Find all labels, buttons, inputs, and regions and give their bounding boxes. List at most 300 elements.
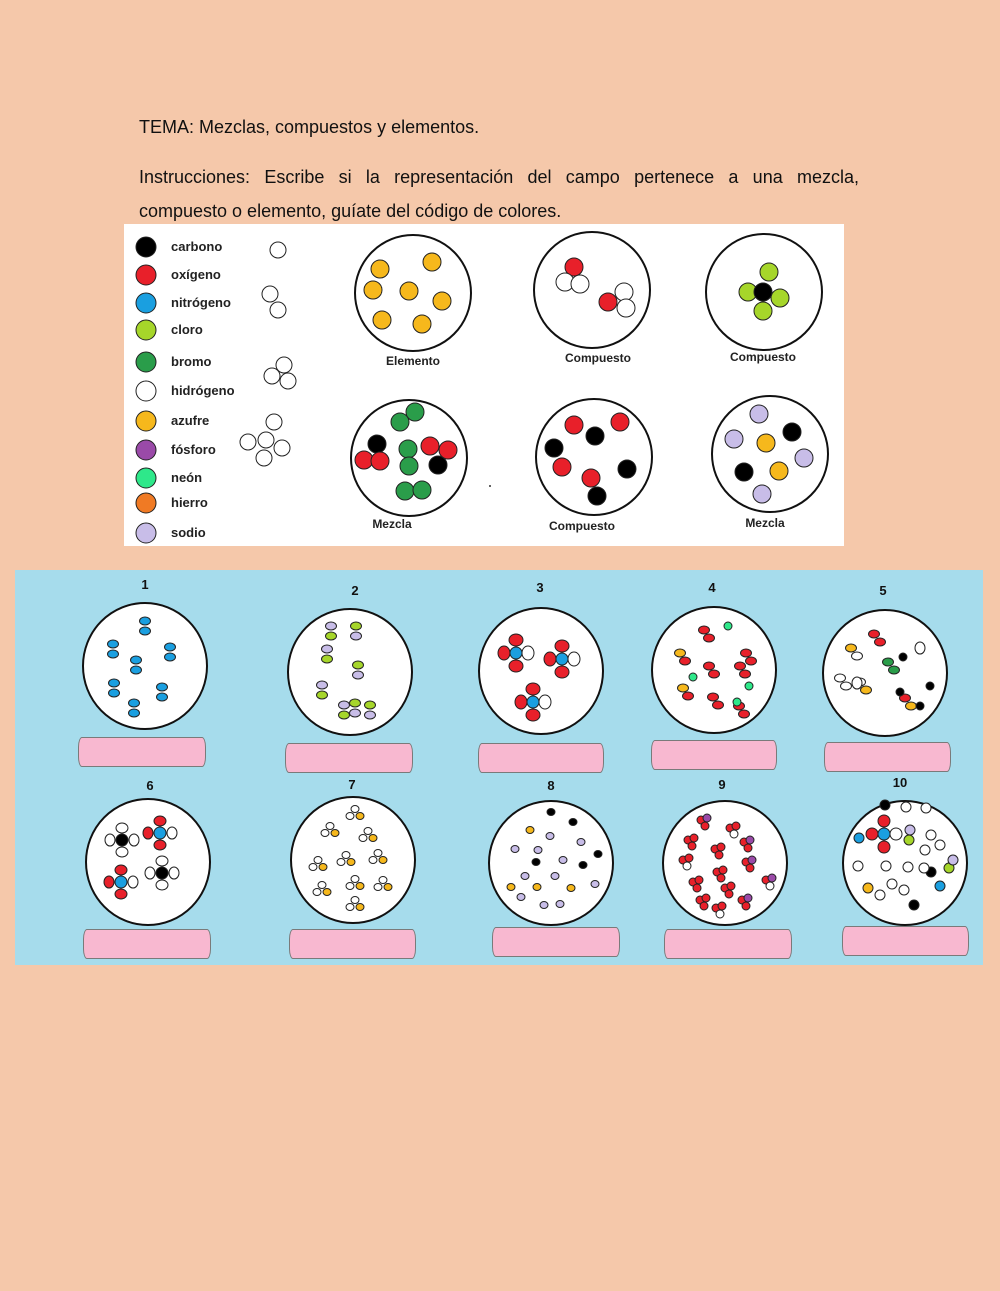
bromo-atom (413, 481, 431, 499)
legend-panel (124, 224, 844, 546)
cloro-atom (322, 655, 333, 663)
carbono-atom (579, 862, 587, 869)
legend-label-hidrogeno: hidrógeno (171, 383, 235, 398)
nitrogeno-atom (510, 647, 522, 659)
hidrogeno-atom (326, 823, 334, 830)
hydrogen-sketch-3-3 (274, 440, 290, 456)
hidrogeno-atom (128, 876, 138, 888)
oxigeno-atom (704, 634, 715, 642)
hidrogeno-atom (926, 830, 936, 840)
hydrogen-sketch-2-1 (264, 368, 280, 384)
exercise-number-7: 7 (348, 777, 356, 792)
azufre-atom (373, 311, 391, 329)
hidrogeno-atom (887, 879, 897, 889)
neon-atom (724, 622, 732, 630)
exercise-number-4: 4 (708, 580, 716, 595)
nitrogeno-atom (157, 683, 168, 691)
carbono-atom (783, 423, 801, 441)
answer-input-2[interactable] (285, 743, 413, 773)
carbono-atom (547, 809, 555, 816)
instructions-text: Instrucciones: Escribe si la representación del campo pertenece a una mezcla, compuesto o elemento, guíate del código de colores. (139, 167, 859, 221)
sodio-atom (591, 881, 599, 888)
azufre-atom (863, 883, 873, 893)
hidrogeno-atom (359, 835, 367, 842)
legend-swatch-bromo (136, 352, 156, 372)
sodio-atom (577, 839, 585, 846)
oxigeno-atom (878, 815, 890, 827)
legend-swatch-fosforo (136, 440, 156, 460)
legend-swatch-azufre (136, 411, 156, 431)
hidrogeno-atom (169, 867, 179, 879)
hydrogen-sketch-3-2 (266, 414, 282, 430)
cloro-atom (339, 711, 350, 719)
carbono-atom (588, 487, 606, 505)
carbono-atom (880, 800, 890, 810)
azufre-atom (846, 644, 857, 652)
carbono-atom (368, 435, 386, 453)
sodio-atom (559, 857, 567, 864)
oxigeno-atom (695, 876, 703, 884)
carbono-atom (754, 283, 772, 301)
stray-dot (489, 485, 491, 487)
carbono-atom (545, 439, 563, 457)
azufre-atom (371, 260, 389, 278)
oxigeno-atom (143, 827, 153, 839)
exercise-9 (663, 777, 787, 925)
hidrogeno-atom (683, 862, 691, 870)
answer-input-8[interactable] (492, 927, 620, 957)
answer-input-9[interactable] (664, 929, 792, 959)
exercise-number-6: 6 (146, 778, 154, 793)
oxigeno-atom (725, 890, 733, 898)
legend-swatch-nitrogeno (136, 293, 156, 313)
oxigeno-atom (509, 660, 523, 672)
sodio-atom (556, 901, 564, 908)
exercise-flask-6 (86, 799, 210, 925)
bromo-atom (883, 658, 894, 666)
oxigeno-atom (115, 889, 127, 899)
exercise-flask-2 (288, 609, 412, 735)
hidrogeno-atom (852, 652, 863, 660)
legend-label-bromo: bromo (171, 354, 212, 369)
carbono-atom (618, 460, 636, 478)
nitrogeno-atom (140, 617, 151, 625)
fosforo-atom (703, 814, 711, 822)
cloro-atom (353, 661, 364, 669)
hidrogeno-atom (342, 852, 350, 859)
carbono-atom (594, 851, 602, 858)
sodio-atom (326, 622, 337, 630)
legend-label-hierro: hierro (171, 495, 208, 510)
azufre-atom (567, 885, 575, 892)
hydrogen-sketch-3-4 (256, 450, 272, 466)
hydrogen-sketch-0-0 (270, 242, 286, 258)
legend-swatch-cloro (136, 320, 156, 340)
example-1 (355, 235, 471, 351)
legend-figure (124, 224, 844, 546)
nitrogeno-atom (157, 693, 168, 701)
hidrogeno-atom (379, 877, 387, 884)
azufre-atom (526, 827, 534, 834)
example-label-4: Mezcla (372, 517, 412, 531)
hydrogen-sketch-1-1 (270, 302, 286, 318)
nitrogeno-atom (108, 640, 119, 648)
hidrogeno-atom (730, 830, 738, 838)
answer-input-3[interactable] (478, 743, 604, 773)
legend-swatch-oxigeno (136, 265, 156, 285)
azufre-atom (369, 835, 377, 842)
legend-swatch-carbono (136, 237, 156, 257)
azufre-atom (678, 684, 689, 692)
hidrogeno-atom (318, 882, 326, 889)
hidrogeno-atom (881, 861, 891, 871)
oxigeno-atom (702, 894, 710, 902)
carbono-atom (116, 834, 128, 846)
hidrogeno-atom (351, 897, 359, 904)
answer-input-1[interactable] (78, 737, 206, 767)
hidrogeno-atom (615, 283, 633, 301)
example-label-1: Elemento (385, 354, 441, 368)
carbono-atom (899, 653, 907, 661)
nitrogeno-atom (131, 666, 142, 674)
hidrogeno-atom (116, 823, 128, 833)
exercise-10 (843, 775, 967, 925)
oxigeno-atom (700, 902, 708, 910)
oxigeno-atom (717, 843, 725, 851)
hidrogeno-atom (875, 890, 885, 900)
exercise-7 (291, 777, 415, 923)
sodio-atom (725, 430, 743, 448)
oxigeno-atom (701, 822, 709, 830)
nitrogeno-atom (154, 827, 166, 839)
sodio-atom (351, 632, 362, 640)
hidrogeno-atom (374, 850, 382, 857)
carbono-atom (916, 702, 924, 710)
hidrogeno-atom (903, 862, 913, 872)
oxigeno-atom (715, 851, 723, 859)
hidrogeno-atom (156, 856, 168, 866)
oxigeno-atom (704, 662, 715, 670)
oxigeno-atom (582, 469, 600, 487)
oxigeno-atom (742, 902, 750, 910)
oxigeno-atom (115, 865, 127, 875)
nitrogeno-atom (140, 627, 151, 635)
oxigeno-atom (544, 652, 556, 666)
oxigeno-atom (713, 701, 724, 709)
carbono-atom (735, 463, 753, 481)
cloro-atom (771, 289, 789, 307)
azufre-atom (423, 253, 441, 271)
fosforo-atom (748, 856, 756, 864)
sodio-atom (750, 405, 768, 423)
legend-swatch-hierro (136, 493, 156, 513)
oxigeno-atom (690, 834, 698, 842)
exercise-2 (288, 583, 412, 735)
answer-input-7[interactable] (289, 929, 416, 959)
hidrogeno-atom (841, 682, 852, 690)
carbono-atom (429, 456, 447, 474)
exercise-6 (86, 778, 210, 925)
carbono-atom (909, 900, 919, 910)
nitrogeno-atom (878, 828, 890, 840)
sodio-atom (905, 825, 915, 835)
azufre-atom (323, 889, 331, 896)
exercise-number-1: 1 (141, 577, 149, 592)
hidrogeno-atom (337, 859, 345, 866)
azufre-atom (347, 859, 355, 866)
azufre-atom (356, 813, 364, 820)
sodio-atom (350, 709, 361, 717)
oxigeno-atom (509, 634, 523, 646)
azufre-atom (356, 904, 364, 911)
hidrogeno-atom (313, 889, 321, 896)
azufre-atom (861, 686, 872, 694)
answer-input-10[interactable] (842, 926, 969, 956)
nitrogeno-atom (854, 833, 864, 843)
exercise-number-5: 5 (879, 583, 887, 598)
oxigeno-atom (878, 841, 890, 853)
azufre-atom (757, 434, 775, 452)
legend-label-sodio: sodio (171, 525, 206, 540)
oxigeno-atom (555, 640, 569, 652)
cloro-atom (754, 302, 772, 320)
legend-label-oxigeno: oxígeno (171, 267, 221, 282)
oxigeno-atom (699, 626, 710, 634)
nitrogeno-atom (935, 881, 945, 891)
hidrogeno-atom (374, 884, 382, 891)
sodio-atom (551, 873, 559, 880)
hidrogeno-atom (116, 847, 128, 857)
hydrogen-sketch-3-1 (258, 432, 274, 448)
carbono-atom (532, 859, 540, 866)
hidrogeno-atom (921, 803, 931, 813)
sodio-atom (365, 711, 376, 719)
oxigeno-atom (746, 657, 757, 665)
hidrogeno-atom (835, 674, 846, 682)
oxigeno-atom (740, 670, 751, 678)
oxigeno-atom (719, 866, 727, 874)
hidrogeno-atom (522, 646, 534, 660)
exercise-flask-5 (823, 610, 947, 736)
oxigeno-atom (875, 638, 886, 646)
oxigeno-atom (104, 876, 114, 888)
oxigeno-atom (154, 840, 166, 850)
oxigeno-atom (869, 630, 880, 638)
nitrogeno-atom (129, 709, 140, 717)
oxigeno-atom (866, 828, 878, 840)
legend-label-azufre: azufre (171, 413, 210, 428)
oxigeno-atom (498, 646, 510, 660)
hidrogeno-atom (852, 677, 862, 689)
sodio-atom (322, 645, 333, 653)
example-label-2: Compuesto (565, 351, 631, 365)
legend-label-nitrogeno: nitrógeno (171, 295, 231, 310)
neon-atom (733, 698, 741, 706)
hidrogeno-atom (105, 834, 115, 846)
hidrogeno-atom (364, 828, 372, 835)
oxigeno-atom (515, 695, 527, 709)
legend-swatch-sodio (136, 523, 156, 543)
oxigeno-atom (708, 693, 719, 701)
example-label-3: Compuesto (730, 350, 796, 364)
fosforo-atom (746, 836, 754, 844)
nitrogeno-atom (556, 653, 568, 665)
example-2 (534, 232, 650, 348)
sodio-atom (534, 847, 542, 854)
hidrogeno-atom (919, 863, 929, 873)
hidrogeno-atom (346, 904, 354, 911)
oxigeno-atom (371, 452, 389, 470)
azufre-atom (906, 702, 917, 710)
oxigeno-atom (717, 874, 725, 882)
hidrogeno-atom (571, 275, 589, 293)
example-4 (351, 400, 467, 516)
hidrogeno-atom (920, 845, 930, 855)
hidrogeno-atom (129, 834, 139, 846)
oxigeno-atom (709, 670, 720, 678)
legend-label-cloro: cloro (171, 322, 203, 337)
hidrogeno-atom (351, 876, 359, 883)
exercise-number-3: 3 (536, 580, 544, 595)
azufre-atom (533, 884, 541, 891)
exercise-5 (823, 583, 947, 736)
exercise-flask-3 (479, 608, 603, 734)
oxigeno-atom (688, 842, 696, 850)
exercise-number-9: 9 (718, 777, 726, 792)
hidrogeno-atom (853, 861, 863, 871)
oxigeno-atom (355, 451, 373, 469)
sodio-atom (317, 681, 328, 689)
hidrogeno-atom (167, 827, 177, 839)
sodio-atom (795, 449, 813, 467)
azufre-atom (379, 857, 387, 864)
oxigeno-atom (565, 416, 583, 434)
bromo-atom (889, 666, 900, 674)
exercise-1 (83, 577, 207, 729)
answer-input-6[interactable] (83, 929, 211, 959)
example-label-6: Mezcla (745, 516, 785, 530)
oxigeno-atom (732, 822, 740, 830)
nitrogeno-atom (108, 650, 119, 658)
azufre-atom (433, 292, 451, 310)
carbono-atom (586, 427, 604, 445)
azufre-atom (507, 884, 515, 891)
oxigeno-atom (718, 902, 726, 910)
hydrogen-sketch-2-2 (280, 373, 296, 389)
oxigeno-atom (553, 458, 571, 476)
cloro-atom (760, 263, 778, 281)
cloro-atom (350, 699, 361, 707)
exercise-number-10: 10 (892, 775, 908, 790)
oxigeno-atom (739, 710, 750, 718)
legend-label-fosforo: fósforo (171, 442, 216, 457)
nitrogeno-atom (527, 696, 539, 708)
exercise-number-8: 8 (547, 778, 555, 793)
carbono-atom (926, 682, 934, 690)
oxigeno-atom (599, 293, 617, 311)
example-6 (712, 396, 828, 512)
azufre-atom (331, 830, 339, 837)
hidrogeno-atom (539, 695, 551, 709)
oxigeno-atom (526, 683, 540, 695)
oxigeno-atom (741, 649, 752, 657)
hidrogeno-atom (346, 883, 354, 890)
exercise-3 (479, 580, 603, 734)
nitrogeno-atom (131, 656, 142, 664)
sodio-atom (753, 485, 771, 503)
nitrogeno-atom (115, 876, 127, 888)
hidrogeno-atom (351, 806, 359, 813)
nitrogeno-atom (109, 689, 120, 697)
legend-swatch-neon (136, 468, 156, 488)
azufre-atom (356, 883, 364, 890)
hidrogeno-atom (901, 802, 911, 812)
hidrogeno-atom (314, 857, 322, 864)
carbono-atom (896, 688, 904, 696)
nitrogeno-atom (165, 653, 176, 661)
nitrogeno-atom (109, 679, 120, 687)
fosforo-atom (744, 894, 752, 902)
hidrogeno-atom (890, 828, 902, 840)
hidrogeno-atom (156, 880, 168, 890)
hidrogeno-atom (716, 910, 724, 918)
cloro-atom (904, 835, 914, 845)
exercise-number-2: 2 (351, 583, 359, 598)
topic-title: TEMA: Mezclas, compuestos y elementos. (139, 117, 480, 137)
azufre-atom (384, 884, 392, 891)
nitrogeno-atom (129, 699, 140, 707)
oxigeno-atom (727, 882, 735, 890)
neon-atom (745, 682, 753, 690)
example-3 (706, 234, 822, 350)
bromo-atom (406, 403, 424, 421)
answer-input-4[interactable] (651, 740, 777, 770)
oxigeno-atom (555, 666, 569, 678)
cloro-atom (365, 701, 376, 709)
cloro-atom (317, 691, 328, 699)
legend-label-neon: neón (171, 470, 203, 485)
oxigeno-atom (421, 437, 439, 455)
sodio-atom (521, 873, 529, 880)
answer-input-5[interactable] (824, 742, 951, 772)
nitrogeno-atom (165, 643, 176, 651)
azufre-atom (400, 282, 418, 300)
oxigeno-atom (735, 662, 746, 670)
fosforo-atom (768, 874, 776, 882)
sodio-atom (546, 833, 554, 840)
legend-label-carbono: carbono (171, 239, 223, 254)
hidrogeno-atom (309, 864, 317, 871)
hidrogeno-atom (935, 840, 945, 850)
azufre-atom (364, 281, 382, 299)
hidrogeno-atom (915, 642, 925, 654)
sodio-atom (353, 671, 364, 679)
cloro-atom (351, 622, 362, 630)
bromo-atom (399, 440, 417, 458)
hidrogeno-atom (568, 652, 580, 666)
oxigeno-atom (693, 884, 701, 892)
hidrogeno-atom (321, 830, 329, 837)
sodio-atom (517, 894, 525, 901)
oxigeno-atom (683, 692, 694, 700)
azufre-atom (319, 864, 327, 871)
azufre-atom (413, 315, 431, 333)
bromo-atom (400, 457, 418, 475)
hydrogen-sketch-3-0 (240, 434, 256, 450)
exercise-4 (652, 580, 776, 733)
hidrogeno-atom (145, 867, 155, 879)
bromo-atom (396, 482, 414, 500)
